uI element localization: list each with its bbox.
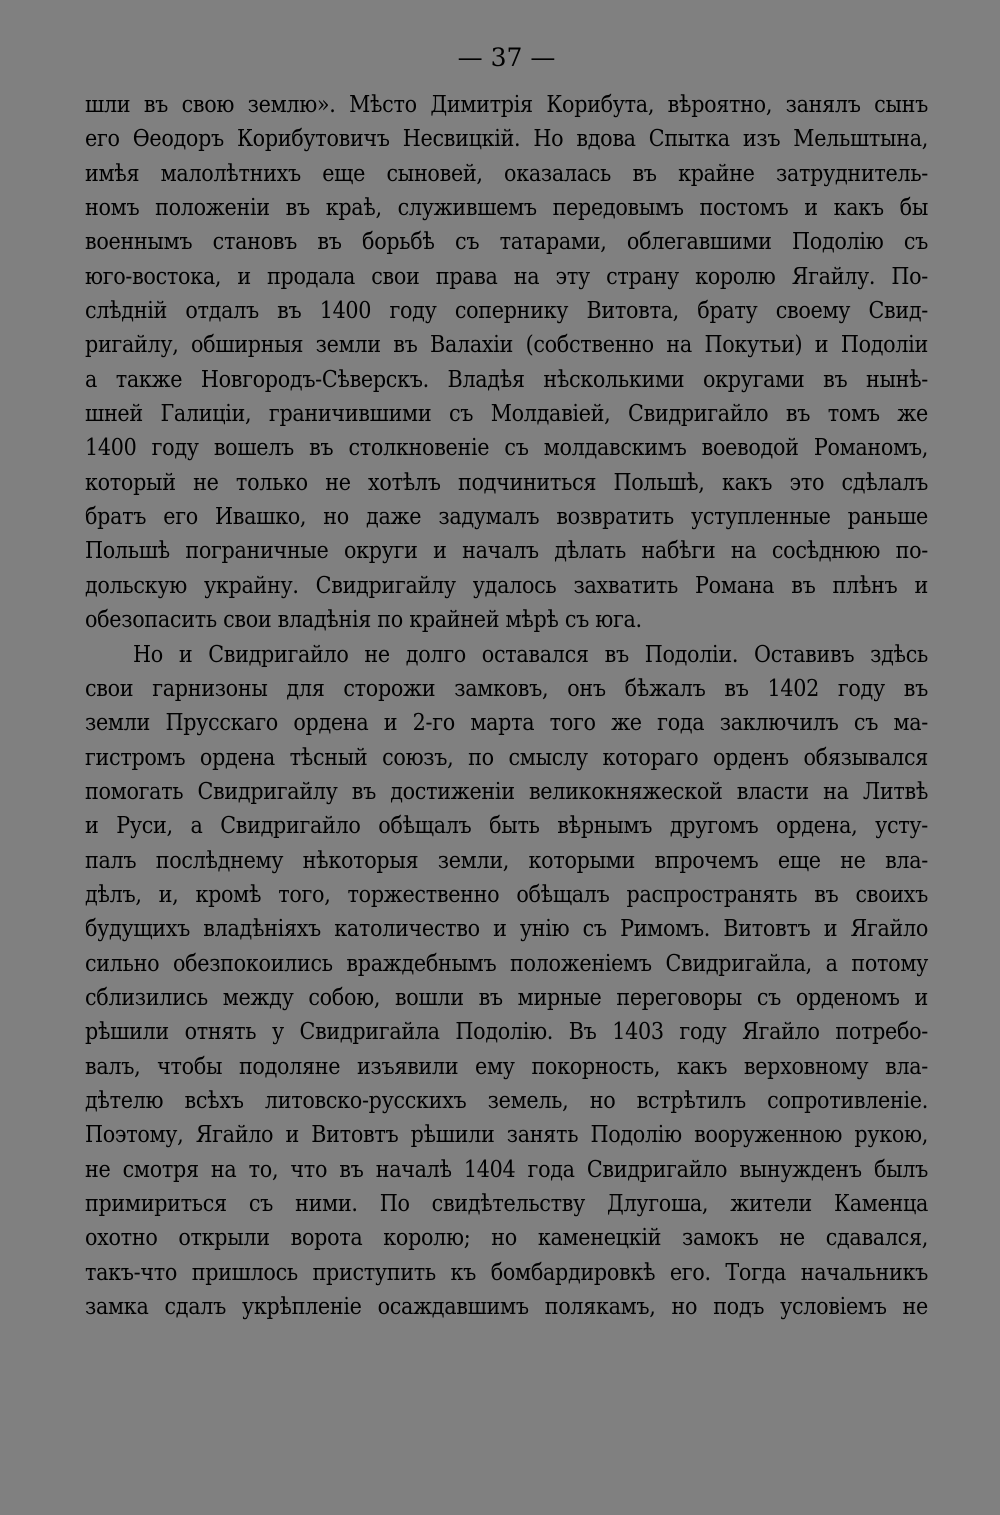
text-line: а также Новгородъ-Сѣверскъ. Владѣя нѣсколькими округами въ нынѣ- xyxy=(85,366,928,393)
text-line: не смотря на то, что въ началѣ 1404 года Свидригайло вынужденъ былъ xyxy=(85,1156,928,1183)
text-line: ригайлу, обширныя земли въ Валахіи (собственно на Покутьи) и Подоліи xyxy=(85,332,928,359)
text-line: рѣшили отнять у Свидригайла Подолію. Въ 1403 году Ягайло потребо- xyxy=(85,1019,928,1046)
text-line: палъ послѣднему нѣкоторыя земли, которыми впрочемъ еще не вла- xyxy=(85,847,928,874)
text-line: валъ, чтобы подоляне изъявили ему покорность, какъ верховному вла- xyxy=(85,1053,928,1080)
paragraph-1 xyxy=(85,88,928,638)
text-line: Но и Свидригайло не долго оставался въ Подоліи. Оставивъ здѣсь xyxy=(133,641,928,668)
text-line: помогать Свидригайлу въ достиженіи великокняжеской власти на Литвѣ xyxy=(85,778,928,805)
text-line: его Ѳеодоръ Корибутовичъ Несвицкій. Но вдова Спытка изъ Мельштына, xyxy=(85,126,928,153)
text-line: замка сдалъ укрѣпленіе осаждавшимъ полякамъ, но подъ условіемъ не xyxy=(85,1294,928,1321)
text-line: земли Прусскаго ордена и 2-го марта того же года заключилъ съ ма- xyxy=(85,710,928,737)
text-line: шли въ свою землю». Мѣсто Димитрія Корибута, вѣроятно, занялъ сынъ xyxy=(85,92,928,118)
text-line: примириться съ ними. По свидѣтельству Длугоша, жители Каменца xyxy=(85,1191,928,1217)
text-line: Поэтому, Ягайло и Витовтъ рѣшили занять Подолію вооруженною рукою, xyxy=(85,1122,928,1149)
text-line: сильно обезпокоились враждебнымъ положеніемъ Свидригайла, а потому xyxy=(85,950,928,977)
text-line: свои гарнизоны для сторожи замковъ, онъ бѣжалъ въ 1402 году въ xyxy=(85,675,928,702)
text-line: будущихъ владѣніяхъ католичество и унію съ Римомъ. Витовтъ и Ягайло xyxy=(85,916,928,943)
text-line: дѣлъ, и, кромѣ того, торжественно обѣщалъ распространять въ своихъ xyxy=(85,881,928,908)
paragraph-2 xyxy=(85,638,928,1325)
text-line: обезопасить свои владѣнія по крайней мѣрѣ съ юга. xyxy=(85,607,642,634)
text-line: юго-востока, и продала свои права на эту страну королю Ягайлу. По- xyxy=(85,263,928,290)
text-line: братъ его Ивашко, но даже задумалъ возвратить уступленные раньше xyxy=(85,504,928,531)
text-line: охотно открыли ворота королю; но каменецкій замокъ не сдавался, xyxy=(85,1225,928,1252)
text-line: сблизились между собою, вошли въ мирные переговоры съ орденомъ и xyxy=(85,984,928,1011)
text-line: номъ положеніи въ краѣ, служившемъ передовымъ постомъ и какъ бы xyxy=(85,195,928,222)
text-line: военнымъ становъ въ борьбѣ съ татарами, облегавшими Подолію съ xyxy=(85,229,928,256)
book-page xyxy=(85,38,928,1324)
text-line: 1400 году вошелъ въ столкновеніе съ молдавскимъ воеводой Романомъ, xyxy=(85,435,928,462)
text-line: гистромъ ордена тѣсный союзъ, по смыслу котораго орденъ обязывался xyxy=(85,744,928,771)
text-line: имѣя малолѣтнихъ еще сыновей, оказалась въ крайне затруднитель- xyxy=(85,160,928,187)
text-line: шней Галиціи, граничившими съ Молдавіей, Свидригайло въ томъ же xyxy=(85,401,928,428)
body-text xyxy=(85,88,928,1324)
page-number: — 37 — xyxy=(457,43,556,72)
text-line: такъ-что пришлось приступить къ бомбардировкѣ его. Тогда начальникъ xyxy=(85,1259,928,1286)
text-line: дольскую украйну. Свидригайлу удалось захватить Романа въ плѣнъ и xyxy=(85,572,928,599)
text-line: и Руси, а Свидригайло обѣщалъ быть вѣрнымъ другомъ ордена, усту- xyxy=(85,813,928,840)
text-line: слѣдній отдалъ въ 1400 году сопернику Витовта, брату своему Свид- xyxy=(85,298,928,325)
text-line: дѣтелю всѣхъ литовско-русскихъ земель, но встрѣтилъ сопротивленіе. xyxy=(85,1087,928,1114)
text-line: который не только не хотѣлъ подчиниться Польшѣ, какъ это сдѣлалъ xyxy=(85,469,928,496)
text-line: Польшѣ пограничные округи и началъ дѣлать набѣги на сосѣднюю по- xyxy=(85,538,928,565)
